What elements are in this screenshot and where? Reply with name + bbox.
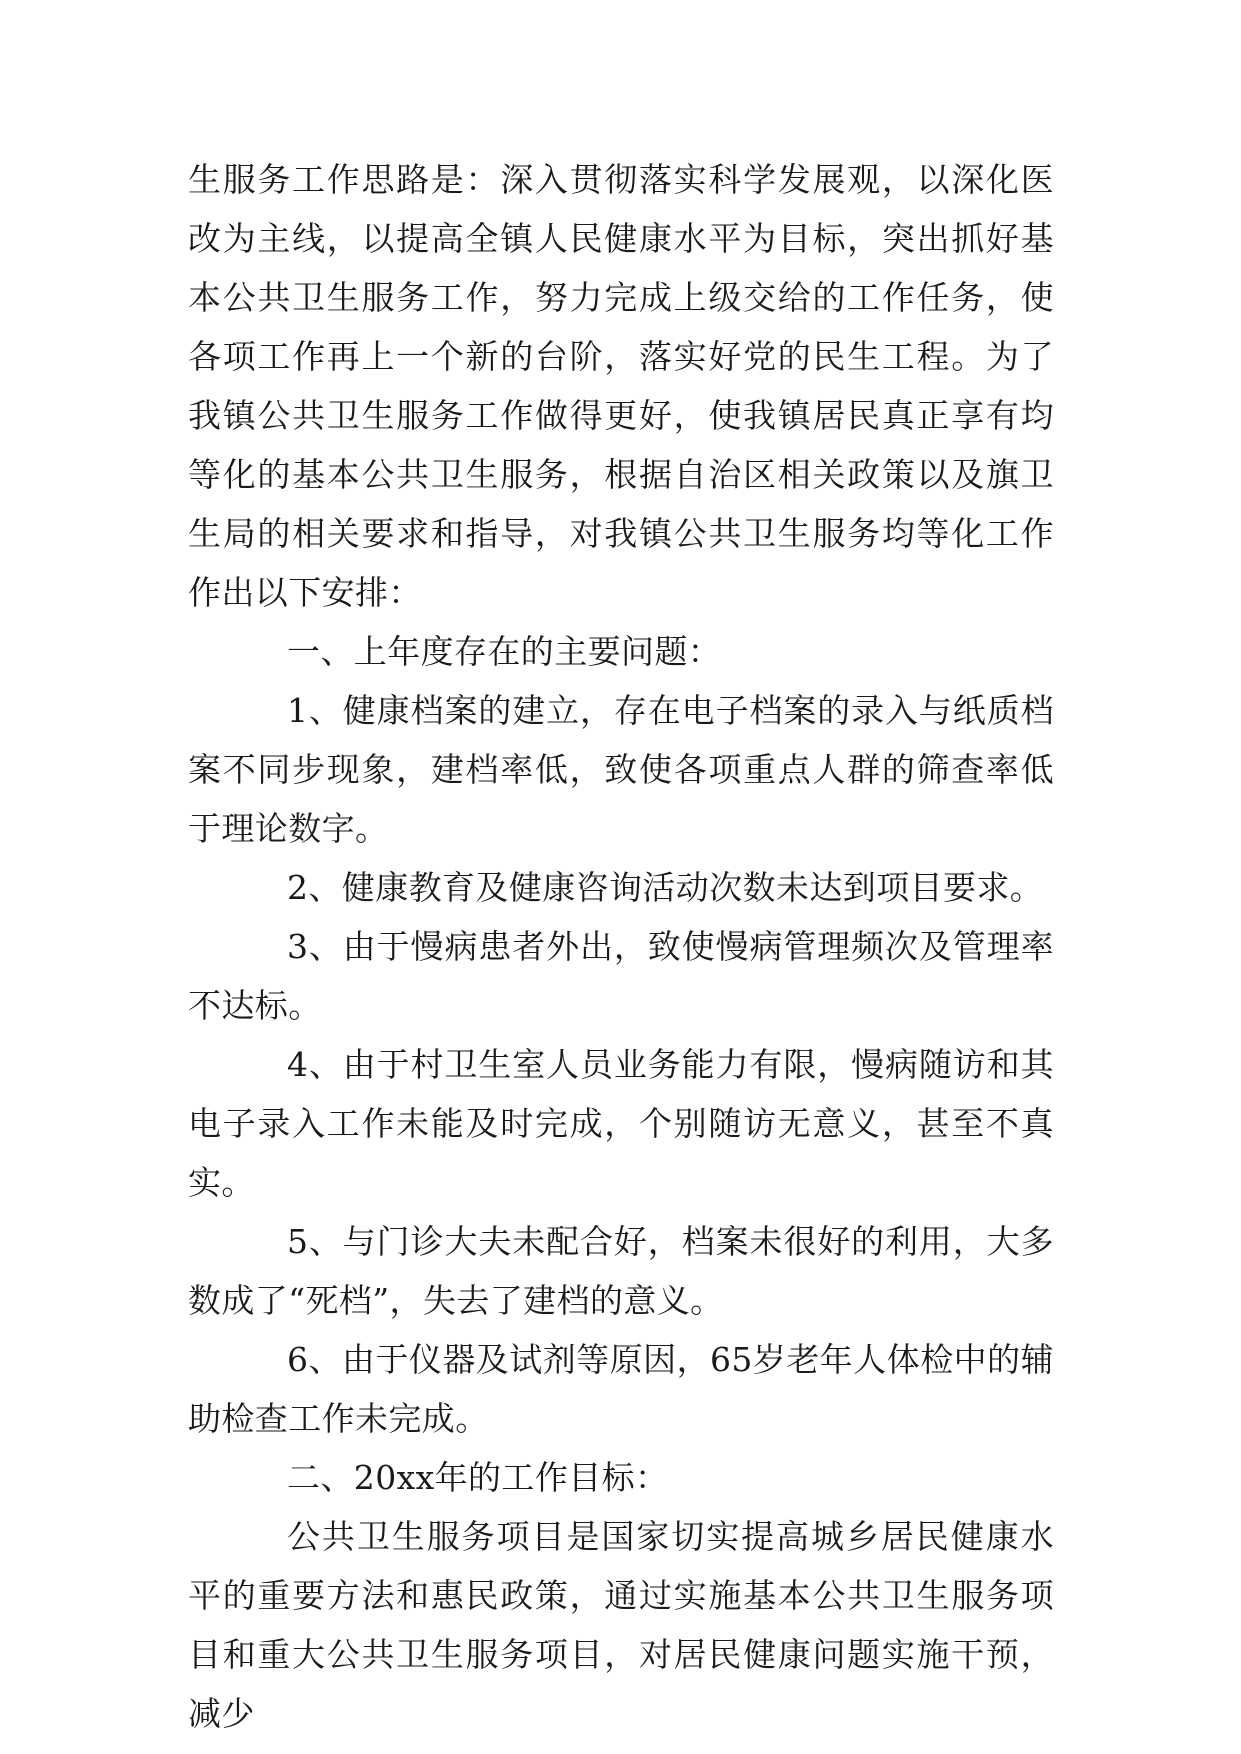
problem-item-2: 2、健康教育及健康咨询活动次数未达到项目要求。: [287, 868, 1044, 907]
paragraph-goals: 公共卫生服务项目是国家切实提高城乡居民健康水平的重要方法和惠民政策，通过实施基本公共卫生服务项目和重大公共卫生服务项目，对居民健康问题实施干预，减少: [188, 1517, 1054, 1733]
problem-item-4: 4、由于村卫生室人员业务能力有限，慢病随访和其电子录入工作未能及时完成，个别随访无意义，甚至不真实。: [188, 1045, 1054, 1202]
section-heading-goals: 二、20xx年的工作目标：: [287, 1458, 669, 1497]
document-body: [188, 150, 1054, 1743]
problem-item-5: 5、与门诊大夫未配合好，档案未很好的利用，大多数成了“死档”，失去了建档的意义。: [188, 1222, 1054, 1320]
problem-item-3: 3、由于慢病患者外出，致使慢病管理频次及管理率不达标。: [188, 927, 1054, 1025]
problem-item-1: 1、健康档案的建立，存在电子档案的录入与纸质档案不同步现象，建档率低，致使各项重点人群的筛查率低于理论数字。: [188, 691, 1054, 848]
section-heading-problems: 一、上年度存在的主要问题：: [287, 632, 722, 671]
problem-item-6: 6、由于仪器及试剂等原因，65岁老年人体检中的辅助检查工作未完成。: [188, 1340, 1054, 1438]
paragraph-intro: 生服务工作思路是：深入贯彻落实科学发展观，以深化医改为主线，以提高全镇人民健康水平为目标，突出抓好基本公共卫生服务工作，努力完成上级交给的工作任务，使各项工作再上一个新的台阶，落实好党的民生工程。为了我镇公共卫生服务工作做得更好，使我镇居民真正享有均等化的基本公共卫生服务，根据自治区相关政策以及旗卫生局的相关要求和指导，对我镇公共卫生服务均等化工作作出以下安排：: [188, 160, 1054, 612]
